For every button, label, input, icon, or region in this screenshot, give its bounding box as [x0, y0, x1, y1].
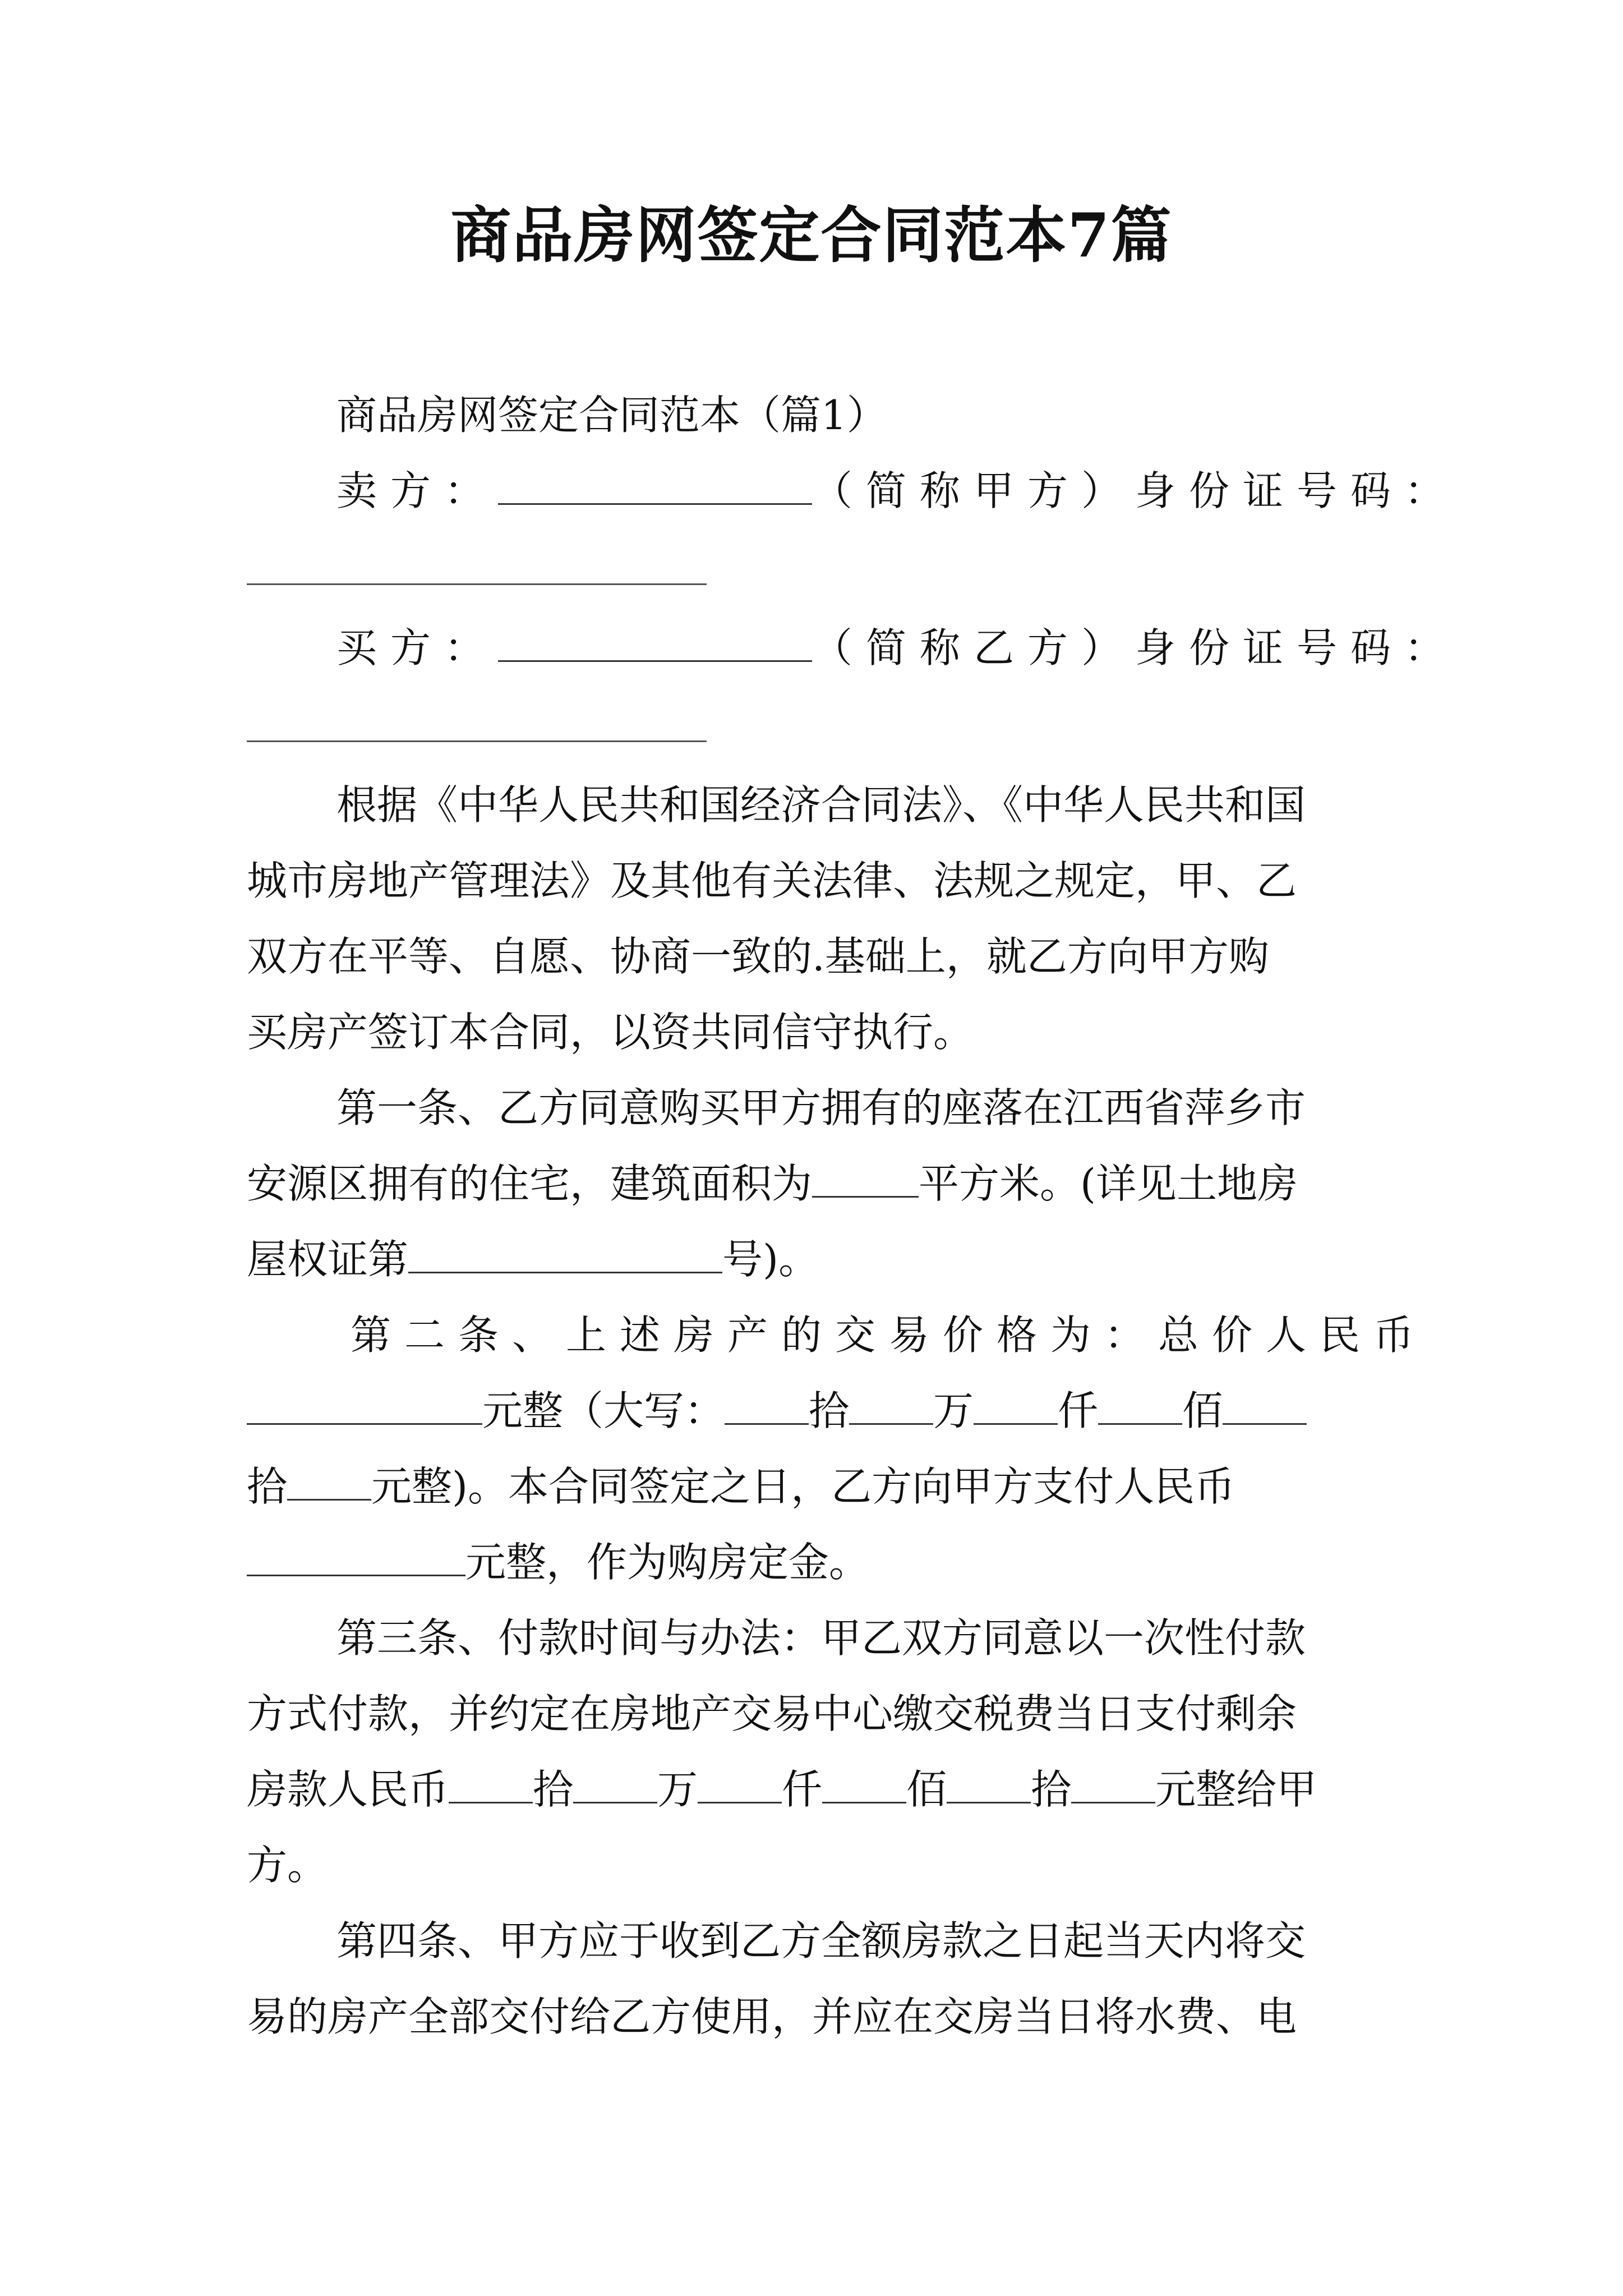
- amount-blank: [725, 1384, 809, 1425]
- amount-blank: [974, 1384, 1058, 1425]
- amount-blank: [822, 1763, 906, 1803]
- amount-blank: [449, 1763, 533, 1803]
- unit-shi: 拾: [1031, 1766, 1072, 1813]
- buyer-id-blank: [247, 740, 707, 742]
- unit-wan: 万: [657, 1766, 698, 1813]
- unit-qian: 仟: [782, 1766, 823, 1813]
- article1-line1: 第一条、乙方同意购买甲方拥有的座落在江西省萍乡市: [336, 1084, 1306, 1131]
- preamble-line: 双方在平等、自愿、协商一致的.基础上，就乙方向甲方购: [247, 933, 1269, 980]
- article4-line2: 易的房产全部交付给乙方使用，并应在交房当日将水费、电: [247, 1993, 1297, 2040]
- section-heading: 商品房网签定合同范本（篇1）: [336, 392, 887, 439]
- article3-line3: [247, 1761, 1391, 1818]
- deposit-amount-blank: [247, 1535, 465, 1576]
- article2-line3: [247, 1458, 1391, 1515]
- total-price-label: 元整（大写：: [482, 1387, 725, 1434]
- amount-blank: [1223, 1384, 1307, 1425]
- remaining-price-label: 房款人民币: [247, 1766, 449, 1813]
- article3-line1: 第三条、付款时间与办法：甲乙双方同意以一次性付款: [336, 1614, 1306, 1662]
- remaining-price-suffix: 元整给甲: [1155, 1766, 1317, 1813]
- deposit-label: 元整，作为购房定金。: [465, 1539, 870, 1586]
- article2-line2: [247, 1383, 1391, 1439]
- unit-bai: 佰: [1182, 1387, 1223, 1434]
- article2-line1: 第二条、上述房产的交易价格为：总价人民币: [351, 1312, 1428, 1359]
- seller-abbr: （简称甲方）身份证号码：: [812, 467, 1459, 514]
- buyer-abbr: （简称乙方）身份证号码：: [812, 624, 1459, 671]
- article4-line1: 第四条、甲方应于收到乙方全额房款之日起当天内将交: [336, 1917, 1306, 1964]
- preamble-line: 买房产签订本合同，以资共同信守执行。: [247, 1009, 974, 1056]
- amount-blank: [573, 1763, 657, 1803]
- article3-line2: 方式付款，并约定在房地产交易中心缴交税费当日支付剩余: [247, 1690, 1297, 1737]
- seller-line: [247, 463, 1459, 519]
- total-price-blank: [247, 1384, 482, 1425]
- amount-blank: [287, 1460, 371, 1501]
- article1-line3: [247, 1231, 1391, 1287]
- amount-blank: [849, 1384, 933, 1425]
- unit-shi: 拾: [247, 1463, 288, 1510]
- certificate-label: 屋权证第: [247, 1236, 409, 1283]
- article2-line4: [247, 1534, 1391, 1590]
- seller-name-blank: [498, 464, 812, 505]
- buyer-name-blank: [498, 621, 812, 662]
- article1-area-unit: 平方米。(详见土地房: [919, 1160, 1298, 1207]
- unit-qian: 仟: [1058, 1387, 1099, 1434]
- article3-line4: 方。: [247, 1842, 328, 1889]
- preamble-line: 根据《中华人民共和国经济合同法》、《中华人民共和国: [336, 781, 1306, 829]
- area-blank: [812, 1157, 919, 1198]
- amount-blank: [1098, 1384, 1182, 1425]
- amount-blank: [698, 1763, 782, 1803]
- preamble-line: 城市房地产管理法》及其他有关法律、法规之规定，甲、乙: [247, 857, 1297, 904]
- article1-line2: [247, 1156, 1391, 1212]
- unit-shi: 拾: [809, 1387, 850, 1434]
- certificate-number-blank: [408, 1232, 722, 1273]
- amount-blank: [1071, 1763, 1155, 1803]
- article1-area-label: 安源区拥有的住宅，建筑面积为: [247, 1160, 813, 1207]
- unit-shi: 拾: [533, 1766, 574, 1813]
- certificate-suffix: 号)。: [722, 1236, 819, 1283]
- amount-blank: [947, 1763, 1031, 1803]
- seller-label: 卖方：: [336, 467, 499, 514]
- seller-id-blank: [247, 583, 707, 585]
- document-title: 商品房网签定合同范本7篇: [450, 200, 1173, 271]
- unit-wan: 万: [933, 1387, 974, 1434]
- deposit-text: 元整)。本合同签定之日，乙方向甲方支付人民币: [371, 1463, 1235, 1510]
- buyer-line: [247, 620, 1459, 676]
- buyer-label: 买方：: [336, 624, 499, 671]
- unit-bai: 佰: [906, 1766, 947, 1813]
